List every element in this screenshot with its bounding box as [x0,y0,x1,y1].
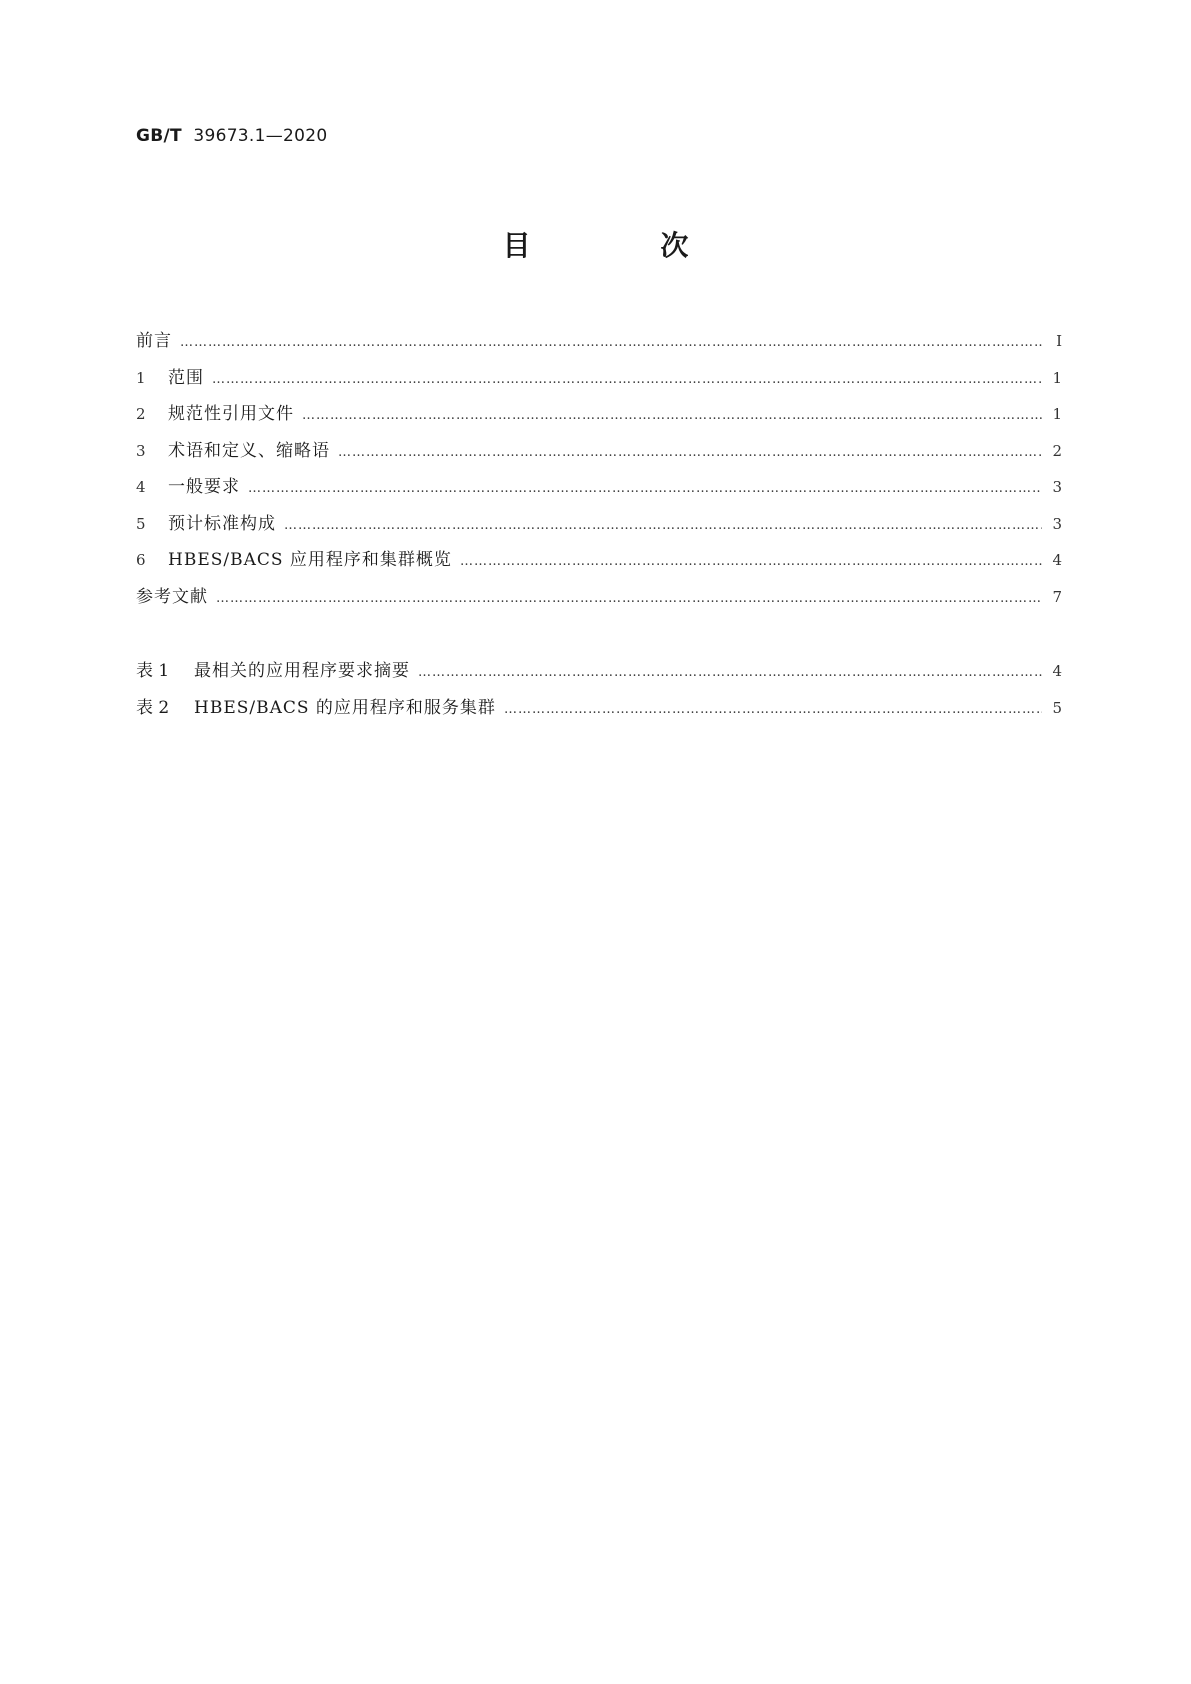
toc-leader-dots [248,481,1042,496]
toc-leader-dots [460,554,1042,569]
toc-entry-page: Ⅰ [1056,332,1062,350]
toc-entry-preface[interactable] [136,326,1062,363]
toc-entry-normative-references[interactable] [136,399,1062,436]
toc-leader-dots [504,702,1042,717]
toc-entry-page: 1 [1052,368,1062,387]
toc-leader-dots [212,372,1042,387]
toc-entry-number: 3 [136,441,146,460]
toc-leader-dots [180,335,1042,350]
table-entry-label: 最相关的应用程序要求摘要 [194,661,410,681]
toc-entry-page: 2 [1052,441,1062,460]
table-entry-page: 5 [1052,698,1062,717]
toc-entry-label: 术语和定义、缩略语 [168,440,330,461]
toc-entry-label: 前言 [136,331,172,351]
toc-entry-terms-definitions[interactable] [136,436,1062,473]
standard-number [136,126,328,146]
table-entry-1[interactable] [136,656,1062,693]
table-entry-number: 表 2 [136,697,170,718]
toc-entry-label: 参考文献 [136,586,208,607]
toc-entry-label: 预计标准构成 [168,513,276,534]
toc-entry-number: 6 [136,551,146,569]
toc-entry-page: 1 [1052,405,1062,423]
table-list [136,656,1062,729]
page-title: 目 次 [502,229,749,262]
toc-entry-page: 3 [1052,514,1062,533]
toc-entry-general-requirements[interactable] [136,472,1062,509]
toc-leader-dots [418,665,1042,680]
toc-entry-label: 范围 [168,367,204,388]
toc-entry-number: 4 [136,478,146,496]
toc-entry-page: 4 [1052,551,1062,569]
toc-entry-page: 7 [1052,587,1062,606]
table-entry-2[interactable] [136,693,1062,730]
toc-leader-dots [302,408,1042,423]
toc-entry-page: 3 [1052,478,1062,496]
toc-entry-label: HBES/BACS 应用程序和集群概览 [168,550,452,570]
toc-entry-number: 2 [136,405,146,423]
toc-entry-scope[interactable] [136,363,1062,400]
standard-code: GB/T [136,126,182,146]
table-entry-label: HBES/BACS 的应用程序和服务集群 [194,697,496,718]
toc-entry-number: 5 [136,514,146,533]
toc-entry-label: 规范性引用文件 [168,404,294,424]
toc-leader-dots [338,445,1042,460]
toc-entry-standard-structure[interactable] [136,509,1062,546]
toc-entry-label: 一般要求 [168,477,240,497]
toc-entry-number: 1 [136,368,146,387]
toc-entry-bibliography[interactable] [136,582,1062,619]
standard-id: 39673.1—2020 [193,126,328,146]
toc-leader-dots [284,518,1042,533]
table-entry-page: 4 [1052,662,1062,680]
toc-leader-dots [216,591,1042,606]
table-entry-number: 表 1 [136,661,170,681]
toc-list [136,326,1062,618]
toc-entry-applications-overview[interactable] [136,545,1062,582]
